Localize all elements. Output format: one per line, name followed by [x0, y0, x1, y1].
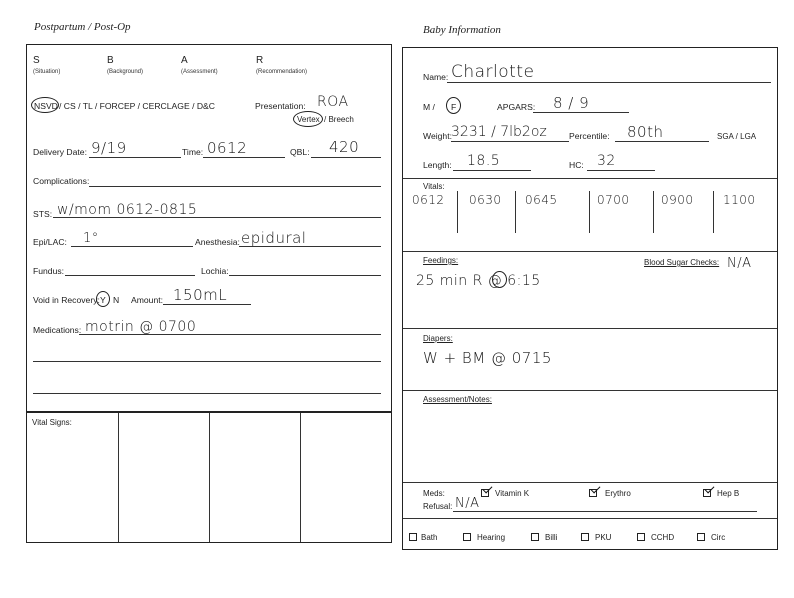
fundus-label: Fundus:	[33, 266, 65, 276]
hearing-checkbox[interactable]	[463, 533, 471, 541]
circ-label: Circ	[711, 533, 726, 542]
vitals-time-4: 0700	[597, 193, 630, 207]
vitamin-k-label: Vitamin K	[495, 489, 530, 498]
cchd-checkbox[interactable]	[637, 533, 645, 541]
sex-m: M /	[423, 102, 435, 112]
divider-meds	[403, 482, 777, 483]
anesthesia-label: Anesthesia:	[195, 237, 240, 247]
vitals-divider-2	[515, 191, 516, 233]
diapers-label: Diapers:	[423, 334, 453, 343]
divider-procedures	[403, 518, 777, 519]
erythro-label: Erythro	[605, 489, 631, 498]
vital-signs-divider-2	[209, 413, 210, 542]
feedings-right-circle	[492, 271, 507, 288]
presentation-value: ROA	[317, 94, 349, 110]
postpartum-form	[26, 44, 392, 412]
amount-line	[163, 304, 251, 305]
meds-label: Meds:	[423, 489, 445, 498]
baby-name-label: Name:	[423, 72, 449, 82]
assessment-label: Assessment/Notes:	[423, 395, 492, 404]
sbar-a: A	[181, 55, 188, 66]
time-line	[203, 157, 285, 158]
baby-name-line	[447, 82, 771, 83]
vitals-divider-1	[457, 191, 458, 233]
vitals-divider-3	[589, 191, 590, 233]
baby-information-form	[402, 47, 778, 550]
vital-signs-divider-3	[300, 413, 301, 542]
weight-value: 3231 / 7lb2oz	[451, 124, 547, 140]
presentation-label: Presentation:	[255, 101, 306, 111]
length-label: Length:	[423, 160, 452, 170]
delivery-date-line	[89, 157, 181, 158]
weight-line	[451, 141, 569, 142]
lochia-label: Lochia:	[201, 266, 229, 276]
presentation-breech: / Breech	[324, 115, 354, 124]
header-postpartum: Postpartum / Post-Op	[34, 21, 131, 33]
apgars-value: 8 / 9	[553, 94, 590, 112]
baby-name-value: Charlotte	[451, 62, 535, 82]
medications-value: motrin @ 0700	[85, 319, 197, 335]
refusal-line	[453, 511, 757, 512]
vitals-divider-5	[713, 191, 714, 233]
vitals-divider-4	[653, 191, 654, 233]
void-yes: Y	[100, 295, 106, 305]
feedings-value: 25 min R @ 6:15	[416, 273, 541, 289]
header-baby-information: Baby Information	[423, 24, 501, 36]
diapers-value: W + BM @ 0715	[423, 349, 552, 367]
notes-line-1	[33, 361, 381, 362]
refusal-label: Refusal:	[423, 502, 453, 511]
amount-label: Amount:	[131, 295, 164, 305]
delivery-date-label: Delivery Date:	[33, 147, 87, 157]
blood-sugar-value: N/A	[727, 256, 752, 271]
sts-value: w/mom 0612-0815	[57, 202, 198, 218]
time-label: Time:	[182, 147, 204, 157]
percentile-label: Percentile:	[569, 131, 610, 141]
apgars-line	[533, 112, 629, 113]
delivery-date-value: 9/19	[91, 139, 127, 157]
hep-b-check-icon	[705, 484, 715, 494]
divider-diapers	[403, 328, 777, 329]
time-value: 0612	[207, 139, 248, 157]
divider-vitals	[403, 178, 777, 179]
vital-signs-label: Vital Signs:	[32, 418, 72, 427]
delivery-types: / CS / TL / FORCEP / CERCLAGE / D&C	[59, 101, 215, 111]
feedings-label: Feedings:	[423, 256, 459, 265]
baby-vitals-label: Vitals:	[423, 182, 445, 191]
presentation-vertex: Vertex	[297, 115, 320, 124]
complications-line	[89, 186, 381, 187]
length-value: 18.5	[467, 153, 501, 169]
amount-value: 150mL	[173, 286, 228, 304]
erythro-check-icon	[591, 484, 601, 494]
vitals-time-5: 0900	[661, 193, 694, 207]
complications-label: Complications:	[33, 176, 90, 186]
sex-f: F	[451, 102, 457, 112]
sbar-a-sub: (Assessment)	[181, 69, 218, 75]
refusal-value: N/A	[455, 496, 480, 511]
billi-label: Billi	[545, 533, 558, 542]
billi-checkbox[interactable]	[531, 533, 539, 541]
blood-sugar-label: Blood Sugar Checks:	[644, 258, 720, 267]
qbl-value: 420	[329, 138, 360, 156]
divider-feedings	[403, 251, 777, 252]
anesthesia-value: epidural	[241, 229, 307, 247]
hearing-label: Hearing	[477, 533, 506, 542]
sga-lga: SGA / LGA	[717, 132, 757, 141]
sbar-r: R	[256, 55, 264, 66]
vitals-time-2: 0630	[469, 193, 502, 207]
sts-label: STS:	[33, 209, 53, 219]
vital-signs-divider-1	[118, 413, 119, 542]
vitals-time-3: 0645	[525, 193, 558, 207]
sbar-s-sub: (Situation)	[33, 69, 61, 75]
qbl-label: QBL:	[290, 147, 310, 157]
pku-label: PKU	[595, 533, 612, 542]
divider-assessment	[403, 390, 777, 391]
length-line	[453, 170, 531, 171]
sbar-s: S	[33, 55, 40, 66]
hc-line	[587, 170, 655, 171]
cchd-label: CCHD	[651, 533, 675, 542]
bath-label: Bath	[421, 533, 438, 542]
vital-signs-grid	[26, 412, 392, 543]
medications-label: Medications:	[33, 325, 82, 335]
vitals-time-1: 0612	[412, 193, 445, 207]
lochia-line	[229, 275, 381, 276]
sbar-b: B	[107, 55, 114, 66]
weight-label: Weight:	[423, 131, 452, 141]
apgars-label: APGARS:	[497, 102, 536, 112]
qbl-line	[311, 157, 381, 158]
notes-line-2	[33, 393, 381, 394]
vitals-time-6: 1100	[723, 193, 756, 207]
hc-label: HC:	[569, 160, 584, 170]
void-no: N	[113, 295, 120, 305]
hc-value: 32	[597, 153, 616, 169]
percentile-value: 80th	[627, 123, 664, 141]
percentile-line	[615, 141, 709, 142]
sbar-b-sub: (Background)	[107, 69, 144, 75]
sbar-r-sub: (Recommendation)	[256, 69, 308, 75]
void-label: Void in Recovery:	[33, 295, 100, 305]
epi-label: Epi/LAC:	[33, 237, 67, 247]
vitamin-k-check-icon	[483, 484, 493, 494]
fundus-line	[65, 275, 195, 276]
epi-line	[71, 246, 193, 247]
delivery-type-selected: NSVD	[34, 101, 58, 111]
hep-b-label: Hep B	[717, 489, 740, 498]
bath-checkbox[interactable]	[409, 533, 417, 541]
epi-value: 1°	[83, 231, 99, 246]
pku-checkbox[interactable]	[581, 533, 589, 541]
circ-checkbox[interactable]	[697, 533, 705, 541]
